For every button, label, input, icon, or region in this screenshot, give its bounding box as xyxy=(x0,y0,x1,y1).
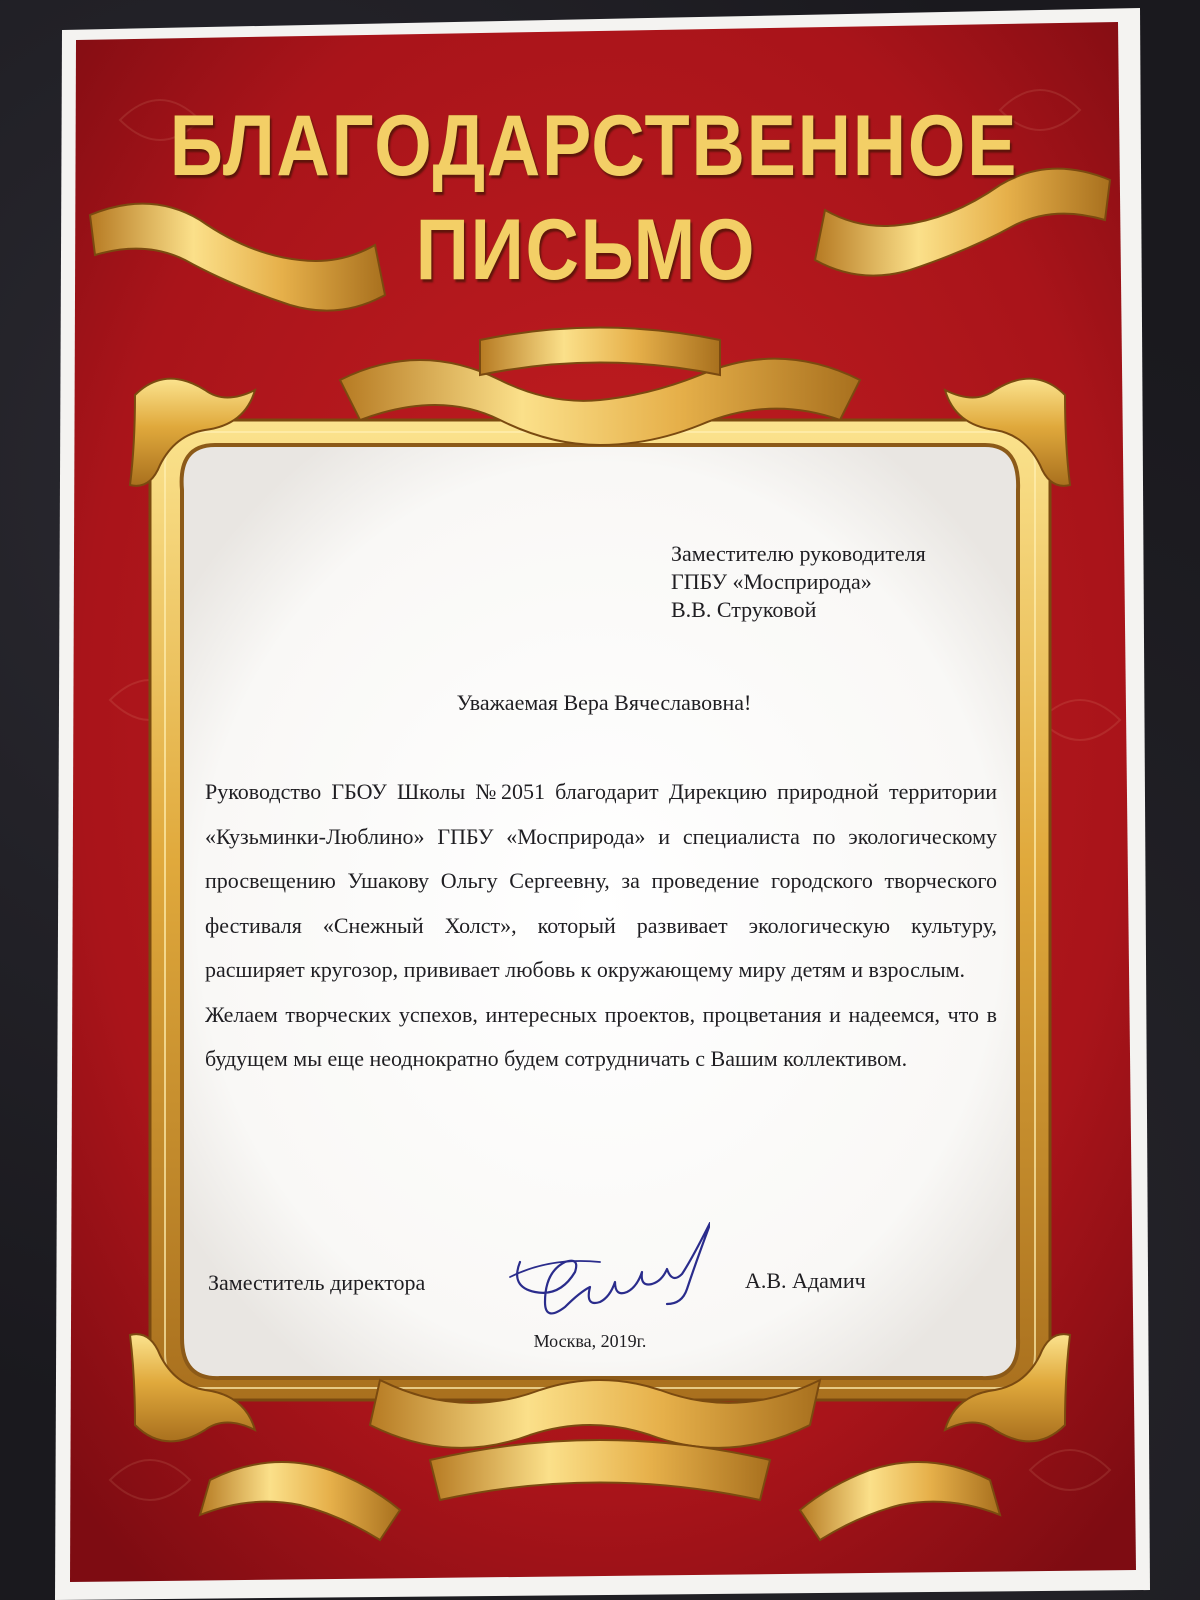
greeting xyxy=(0,690,1200,716)
body-paragraphs xyxy=(205,770,997,1082)
signer-name: А.В. Адамич xyxy=(745,1268,866,1293)
handwritten-signature xyxy=(490,1222,710,1332)
greeting-text: Уважаемая Вера Вячеславовна! xyxy=(456,690,752,715)
signer-title: Заместитель директора xyxy=(208,1270,426,1295)
addressee-block xyxy=(671,540,926,624)
title-line-1: БЛАГОДАРСТВЕННОЕ xyxy=(169,98,1019,194)
addressee-line: В.В. Струковой xyxy=(671,597,817,622)
addressee-line: ГПБУ «Мосприрода» xyxy=(671,569,872,594)
title-line-2: ПИСЬМО xyxy=(415,202,757,298)
addressee-line: Заместителю руководителя xyxy=(671,541,926,566)
paragraph-wishes: Желаем творческих успехов, интересных проектов, процветания и надеемся, что в будущем мы еще неоднократно будем сотрудничать с Вашим коллективом. xyxy=(205,1001,997,1071)
paragraph-thanks: Руководство ГБОУ Школы №2051 благодарит Дирекцию природной территории «Кузьминки-Люблино» ГПБУ «Мосприрода» и специалиста по экологическому просвещению Ушакову Ольгу Сергеевну, за проведение городского творческого фестиваля «Снежный Холст», который развивает экологическую культуру, расширяет кругозор, прививает любовь к окружающему миру детям и взрослым. xyxy=(205,779,997,982)
place-date xyxy=(0,1331,1200,1352)
place-date-text: Москва, 2019г. xyxy=(533,1331,647,1351)
